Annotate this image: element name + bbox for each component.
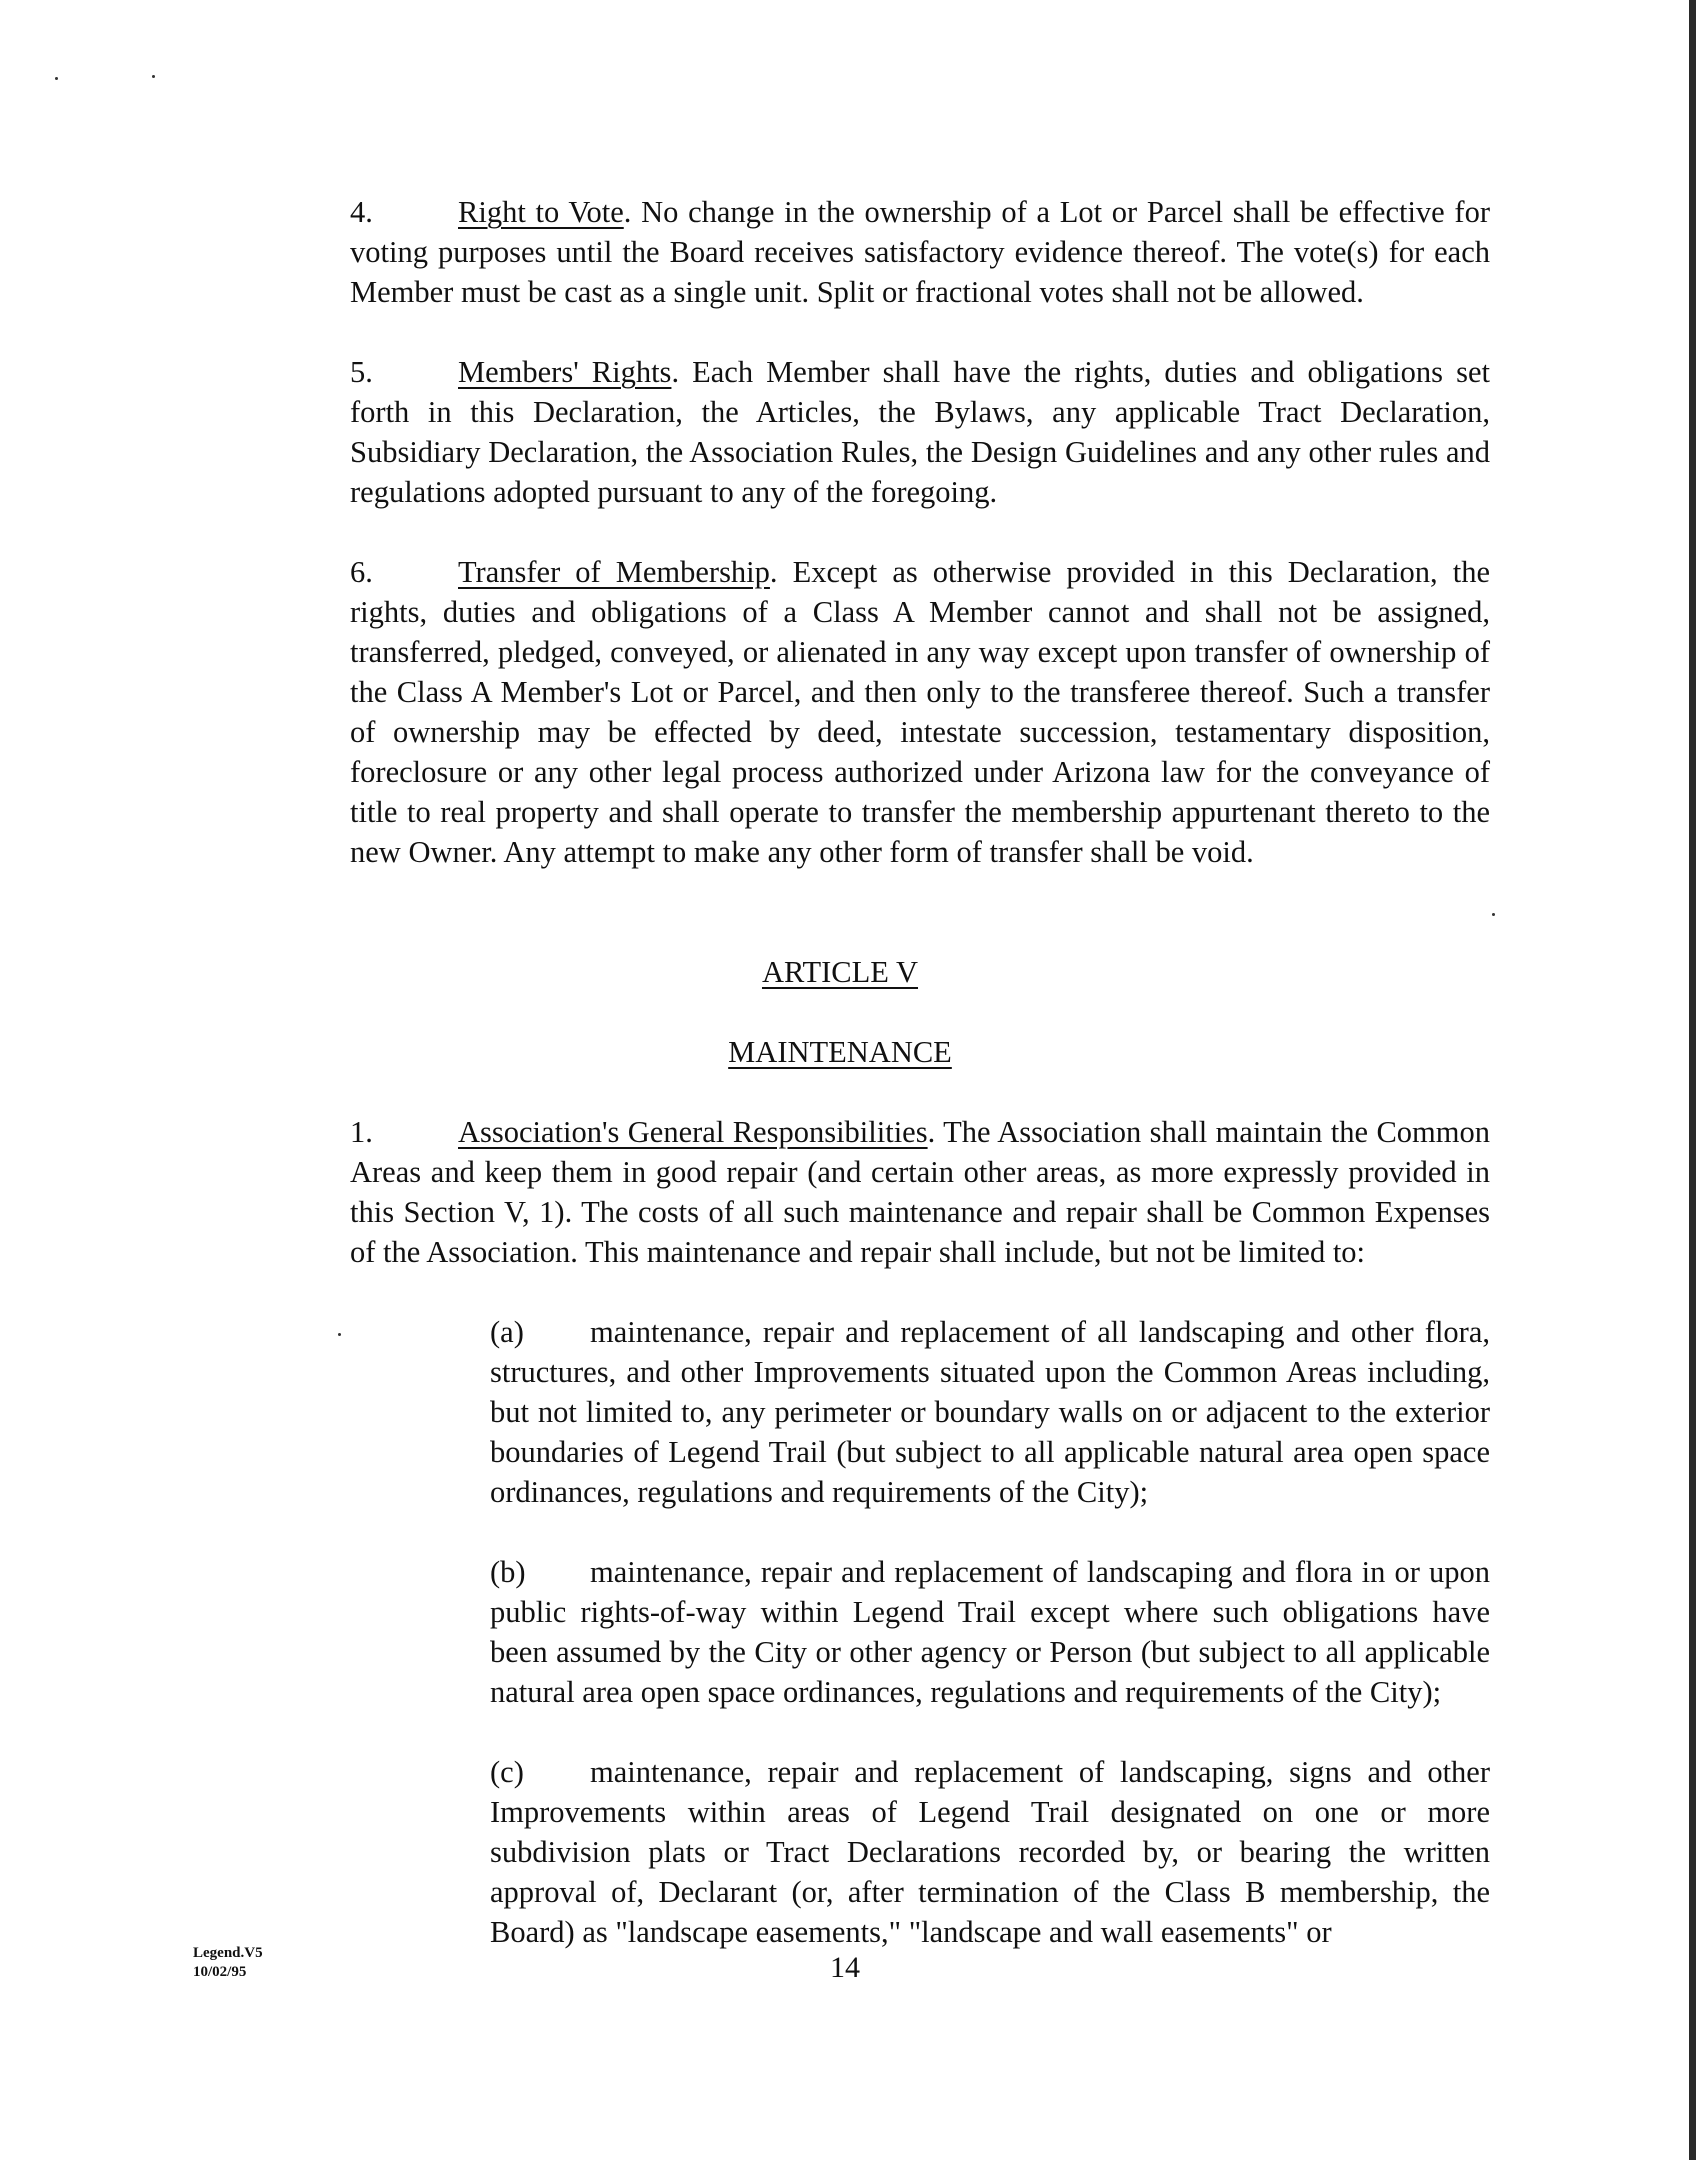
section-heading: Right to Vote [458,195,624,229]
section-text: . Except as otherwise provided in this Declaration, the rights, duties and obligations of a Class A Member cannot and shall not be assigned, transferred, pledged, conveyed, or alienated in any way except upon transfer of ownership of the Class A Member's Lot or Parcel, and then only to the transferee thereof. Such a transfer of ownership may be effected by deed, intestate succession, testamentary disposition, foreclosure or any other legal process authorized under Arizona law for the conveyance of title to real property and shall operate to transfer the membership appurtenant thereto to the new Owner. Any attempt to make any other form of transfer shall be void. [350,555,1490,869]
section-number: 1. [350,1115,373,1149]
section-text: . Each Member shall have the rights, duties and obligations set forth in this Declaration, the Articles, the Bylaws, any applicable Tract Declaration, Subsidiary Declaration, the Association Rules, the Design Guidelines and any other rules and regulations adopted pursuant to any of the foregoing. [350,355,1490,509]
subitem-text: maintenance, repair and replacement of all landscaping and other flora, structures, and other Improvements situated upon the Common Areas including, but not limited to, any perimeter or boundary walls on or adjacent to the exterior boundaries of Legend Trail (but subject to all applicable natural area open space ordinances, regulations and requirements of the City); [490,1315,1490,1509]
section-4 [190,192,1490,312]
subitem-a [190,1312,1490,1512]
section-number: 5. [350,355,373,389]
subitem-b [190,1552,1490,1712]
section-number: 4. [350,195,373,229]
subitem-text: maintenance, repair and replacement of landscaping, signs and other Improvements within areas of Legend Trail designated on one or more subdivision plats or Tract Declarations recorded by, or bearing the written approval of, Declarant (or, after termination of the Class B membership, the Board) as "landscape easements," "landscape and wall easements" or [490,1755,1490,1949]
subitem-label: (b) [490,1555,526,1589]
article-subtitle: MAINTENANCE [728,1035,952,1069]
scan-speck [55,77,58,80]
subitem-label: (a) [490,1315,524,1349]
section-5 [190,352,1490,512]
page-number: 14 [830,1951,860,1984]
article-section-1 [190,1112,1490,1272]
subitem-c [190,1752,1490,1952]
footer-date: 10/02/95 [193,1964,247,1980]
scan-speck [152,75,155,78]
section-heading: Transfer of Membership [458,555,770,589]
footer-document-id [193,1944,263,1982]
section-number: 6. [350,555,373,589]
section-6 [190,552,1490,872]
section-heading: Members' Rights [458,355,672,389]
scan-edge-shadow [1689,0,1696,2160]
footer-doc-name: Legend.V5 [193,1945,263,1961]
article-title: ARTICLE V [761,955,919,989]
subitem-text: maintenance, repair and replacement of landscaping and flora in or upon public rights-of-way within Legend Trail except where such obligations have been assumed by the City or other agency or Person (but subject to all applicable natural area open space ordinances, regulations and requirements of the City); [490,1555,1490,1709]
section-text: . The Association shall maintain the Common Areas and keep them in good repair (and certain other areas, as more expressly provided in this Section V, 1). The costs of all such maintenance and repair shall be Common Expenses of the Association. This maintenance and repair shall include, but not be limited to: [350,1115,1491,1269]
section-heading: Association's General Responsibilities [458,1115,928,1149]
scan-speck [1492,913,1495,916]
subitem-label: (c) [490,1755,524,1789]
section-text: . No change in the ownership of a Lot or Parcel shall be effective for voting purposes until the Board receives satisfactory evidence thereof. The vote(s) for each Member must be cast as a single unit. Split or fractional votes shall not be allowed. [350,195,1490,309]
